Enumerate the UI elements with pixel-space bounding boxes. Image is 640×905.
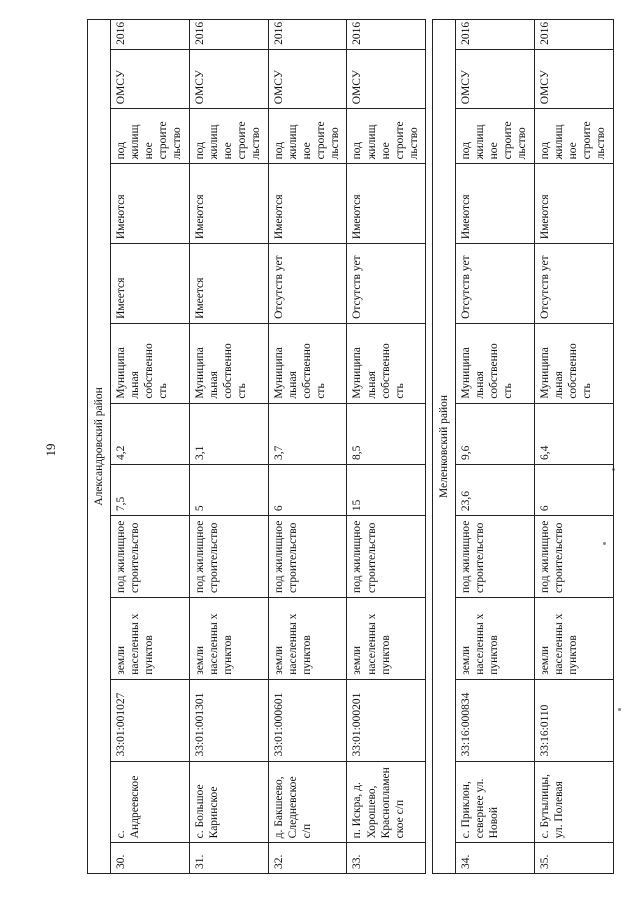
year: 2016 bbox=[268, 20, 347, 50]
area-free: 8,5 bbox=[347, 403, 426, 464]
permitted-use: под жилищное строительство bbox=[456, 516, 535, 598]
infrastructure: Отсутств ует bbox=[456, 244, 535, 324]
locality: с. Бутылицы, ул. Полевая bbox=[535, 761, 614, 843]
infrastructure: Имеется bbox=[189, 244, 268, 324]
utilities: Имеются bbox=[535, 164, 614, 244]
permitted-use: под жилищное строительство bbox=[535, 516, 614, 598]
utilities: Имеются bbox=[189, 164, 268, 244]
locality: п. Искра, д. Хорошево, Краснопламен ское с/п bbox=[347, 761, 426, 843]
authority: ОМСУ bbox=[268, 49, 347, 108]
table-row bbox=[111, 20, 190, 874]
locality: с. Андреевское bbox=[111, 761, 190, 843]
area-free: 3,1 bbox=[189, 403, 268, 464]
row-number: 30. bbox=[111, 843, 190, 874]
section-header bbox=[88, 20, 111, 874]
permitted-use: под жилищное строительство bbox=[347, 516, 426, 598]
land-category: земли населенны х пунктов bbox=[268, 597, 347, 679]
purpose: под жилищ ное строите льство bbox=[189, 109, 268, 164]
cadastral-number: 33:01:001027 bbox=[111, 679, 190, 761]
table-row bbox=[189, 20, 268, 874]
scan-speck bbox=[618, 708, 621, 711]
locality: д. Бакшеево, Следневское с/п bbox=[268, 761, 347, 843]
permitted-use: под жилищное строительство bbox=[111, 516, 190, 598]
ownership: Муниципа льная собственно сть bbox=[535, 323, 614, 403]
area-total: 23,6 bbox=[456, 465, 535, 516]
year: 2016 bbox=[189, 20, 268, 50]
year: 2016 bbox=[111, 20, 190, 50]
area-free: 6,4 bbox=[535, 403, 614, 464]
area-free: 9,6 bbox=[456, 403, 535, 464]
purpose: под жилищ ное строите льство bbox=[347, 109, 426, 164]
area-total: 7,5 bbox=[111, 465, 190, 516]
section-header bbox=[433, 20, 456, 874]
cadastral-number: 33:01:000201 bbox=[347, 679, 426, 761]
authority: ОМСУ bbox=[189, 49, 268, 108]
locality: с. Приклон, севернее ул. Новой bbox=[456, 761, 535, 843]
table-row bbox=[347, 20, 426, 874]
utilities: Имеются bbox=[268, 164, 347, 244]
permitted-use: под жилищное строительство bbox=[268, 516, 347, 598]
land-category: земли населенны х пунктов bbox=[347, 597, 426, 679]
rotated-table-container bbox=[87, 19, 614, 874]
purpose: под жилищ ное строите льство bbox=[456, 109, 535, 164]
table-row bbox=[535, 20, 614, 874]
authority: ОМСУ bbox=[535, 49, 614, 108]
land-category: земли населенны х пунктов bbox=[189, 597, 268, 679]
authority: ОМСУ bbox=[456, 49, 535, 108]
purpose: под жилищ ное строите льство bbox=[268, 109, 347, 164]
authority: ОМСУ bbox=[111, 49, 190, 108]
land-plots-table bbox=[87, 19, 614, 874]
area-total: 15 bbox=[347, 465, 426, 516]
cadastral-number: 33:16:0110 bbox=[535, 679, 614, 761]
area-free: 4,2 bbox=[111, 403, 190, 464]
utilities: Имеются bbox=[347, 164, 426, 244]
land-category: земли населенны х пунктов bbox=[535, 597, 614, 679]
section-title: Александровский район bbox=[88, 20, 111, 874]
land-category: земли населенны х пунктов bbox=[456, 597, 535, 679]
ownership: Муниципа льная собственно сть bbox=[111, 323, 190, 403]
section-title: Меленковский район bbox=[433, 20, 456, 874]
row-number: 35. bbox=[535, 843, 614, 874]
infrastructure: Отсутств ует bbox=[268, 244, 347, 324]
table-row bbox=[268, 20, 347, 874]
locality: с. Большое Каринское bbox=[189, 761, 268, 843]
page-number: 19 bbox=[43, 443, 58, 457]
year: 2016 bbox=[456, 20, 535, 50]
land-category: земли населенны х пунктов bbox=[111, 597, 190, 679]
cadastral-number: 33:01:000601 bbox=[268, 679, 347, 761]
purpose: под жилищ ное строите льство bbox=[535, 109, 614, 164]
ownership: Муниципа льная собственно сть bbox=[456, 323, 535, 403]
utilities: Имеются bbox=[111, 164, 190, 244]
infrastructure: Имеется bbox=[111, 244, 190, 324]
row-number: 32. bbox=[268, 843, 347, 874]
purpose: под жилищ ное строите льство bbox=[111, 109, 190, 164]
authority: ОМСУ bbox=[347, 49, 426, 108]
table-row bbox=[456, 20, 535, 874]
year: 2016 bbox=[535, 20, 614, 50]
ownership: Муниципа льная собственно сть bbox=[189, 323, 268, 403]
cadastral-number: 33:01:001301 bbox=[189, 679, 268, 761]
row-number: 34. bbox=[456, 843, 535, 874]
ownership: Муниципа льная собственно сть bbox=[268, 323, 347, 403]
area-free: 3,7 bbox=[268, 403, 347, 464]
row-number: 33. bbox=[347, 843, 426, 874]
year: 2016 bbox=[347, 20, 426, 50]
row-number: 31. bbox=[189, 843, 268, 874]
ownership: Муниципа льная собственно сть bbox=[347, 323, 426, 403]
section-gap bbox=[426, 20, 433, 874]
area-total: 6 bbox=[535, 465, 614, 516]
area-total: 5 bbox=[189, 465, 268, 516]
area-total: 6 bbox=[268, 465, 347, 516]
permitted-use: под жилищное строительство bbox=[189, 516, 268, 598]
cadastral-number: 33:16:000834 bbox=[456, 679, 535, 761]
infrastructure: Отсутств ует bbox=[535, 244, 614, 324]
gap-cell bbox=[426, 20, 433, 874]
infrastructure: Отсутств ует bbox=[347, 244, 426, 324]
utilities: Имеются bbox=[456, 164, 535, 244]
